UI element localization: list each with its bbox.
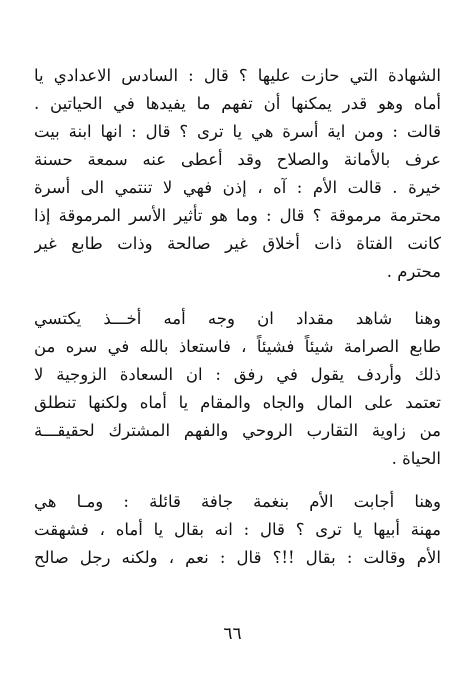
text-line: وهنا شاهد مقداد ان وجه أمه أخـــذ يكتسي bbox=[34, 309, 441, 328]
paragraph-3 bbox=[34, 488, 441, 572]
text-line: مهنة أبيها يا ترى ؟ قال : انه بقال يا أماه ، فشهقت bbox=[34, 520, 441, 539]
text-line: عرف بالأمانة والصلاح وقد أعطى عنه سمعة حسنة bbox=[34, 150, 441, 169]
page-number: ٦٦ bbox=[223, 624, 242, 644]
text-line: خيرة . قالت الأم : آه ، إذن فهي لا تنتمي الى أسرة bbox=[34, 178, 441, 197]
paragraph-1 bbox=[34, 62, 441, 286]
text-line: ذلك وأردف يقول في رفق : ان السعادة الزوجية لا bbox=[34, 365, 441, 384]
text-line: أماه وهو قدر يمكنها أن تفهم ما يفيدها في الحياتين . bbox=[34, 94, 441, 113]
text-line: تعتمد على المال والجاه والمقام يا أماه ولكنها تنطلق bbox=[34, 393, 441, 412]
text-line: طابع الصرامة شيئاً فشيئاً ، فاستعاذ بالله في سره من bbox=[34, 337, 441, 356]
text-line: كانت الفتاة ذات أخلاق غير صالحة وذات طابع غير bbox=[34, 234, 441, 253]
text-line: محترمة مرموقة ؟ قال : وما هو تأثير الأسر المرموقة إذا bbox=[34, 206, 441, 225]
paragraph-2 bbox=[34, 305, 441, 473]
text-line: الشهادة التي حازت عليها ؟ قال : السادس الاعدادي يا bbox=[34, 66, 441, 85]
text-line: محترم . bbox=[386, 262, 441, 281]
text-line: من زاوية التقارب الروحي والفهم المشترك لحقيقـــة bbox=[34, 421, 441, 440]
text-line: الحياة . bbox=[391, 449, 441, 468]
text-line: الأم وقالت : بقال !!؟ قال : نعم ، ولكنه رجل صالح bbox=[34, 548, 441, 567]
text-line: وهنا أجابت الأم بنغمة جافة قائلة : ومـا هي bbox=[34, 492, 441, 511]
text-line: قالت : ومن اية أسرة هي يا ترى ؟ قال : انها ابنة بيت bbox=[34, 122, 441, 141]
